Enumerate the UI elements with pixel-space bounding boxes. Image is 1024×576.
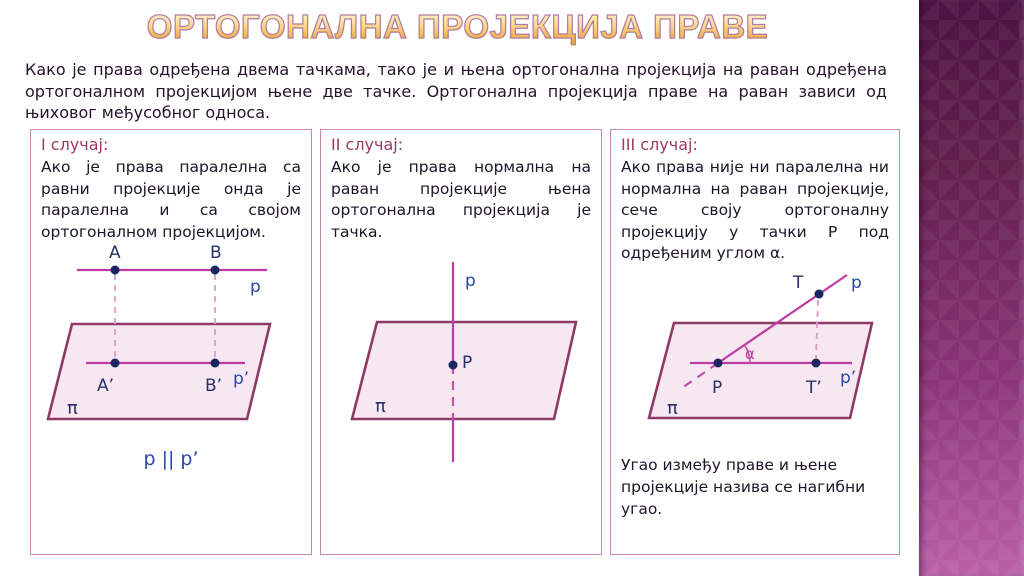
label-alpha: α	[745, 345, 755, 363]
point-a-dot	[111, 266, 120, 275]
label-p: p	[465, 271, 476, 291]
case-box-1	[30, 129, 312, 555]
label-pi: π	[375, 396, 386, 417]
label-pi: π	[67, 398, 78, 419]
case-3-heading: III случај:	[621, 135, 698, 154]
label-a: A	[109, 243, 121, 263]
case-1-conclusion: p || p’	[143, 448, 199, 470]
case-3-diagram	[611, 262, 901, 434]
label-p: p	[250, 277, 261, 297]
point-b-dot	[211, 266, 220, 275]
label-point-p: P	[462, 353, 473, 373]
label-p-proj: p’	[233, 369, 250, 389]
label-t: T	[793, 273, 804, 293]
intro-paragraph: Како је права одређена двема тачкама, тако је и њена ортогонална пројекција на раван одређена ортогоналном пројекцијом њене две тачке. Ортогонална пројекција праве на раван зависи од њиховог међусобног односа.	[25, 60, 887, 122]
case-2-heading: II случај:	[331, 135, 404, 154]
label-pi: π	[667, 398, 678, 419]
point-p-dot	[449, 361, 458, 370]
label-b-proj: B’	[205, 376, 223, 396]
label-t-proj: T’	[806, 378, 822, 398]
case-3-note: Угао између праве и њене пројекције назива се нагибни угао.	[621, 455, 866, 518]
case-3-body: Ако права није ни паралелна ни нормална на раван пројекције, сече своју ортогоналну пројекцију у тачки P под одређеним углом α.	[621, 158, 889, 262]
label-point-p: P	[712, 378, 723, 398]
point-b-proj-dot	[211, 359, 220, 368]
case-1-body: Ако је права паралелна са равни пројекције онда је паралелна и са својом ортогоналном пројекцијом.	[41, 158, 301, 241]
case-1-diagram	[31, 240, 311, 445]
label-b: B	[210, 243, 222, 263]
page-title: ОРТОГОНАЛНА ПРОЈЕКЦИЈА ПРАВЕ	[0, 8, 915, 46]
label-p-proj: p’	[840, 368, 857, 388]
case-2-diagram	[321, 240, 601, 465]
label-p: p	[851, 273, 862, 293]
decorative-sidebar	[915, 0, 1024, 576]
point-t-dot	[815, 290, 824, 299]
point-t-proj-dot	[812, 359, 821, 368]
label-a-proj: A’	[97, 376, 115, 396]
case-box-2	[320, 129, 602, 555]
case-2-body: Ако је права нормална на раван пројекције њена ортогонална пројекција је тачка.	[331, 158, 591, 241]
point-a-proj-dot	[111, 359, 120, 368]
point-p-dot	[714, 359, 723, 368]
case-1-heading: I случај:	[41, 135, 109, 154]
case-box-3	[610, 129, 900, 555]
projection-plane	[649, 323, 872, 418]
